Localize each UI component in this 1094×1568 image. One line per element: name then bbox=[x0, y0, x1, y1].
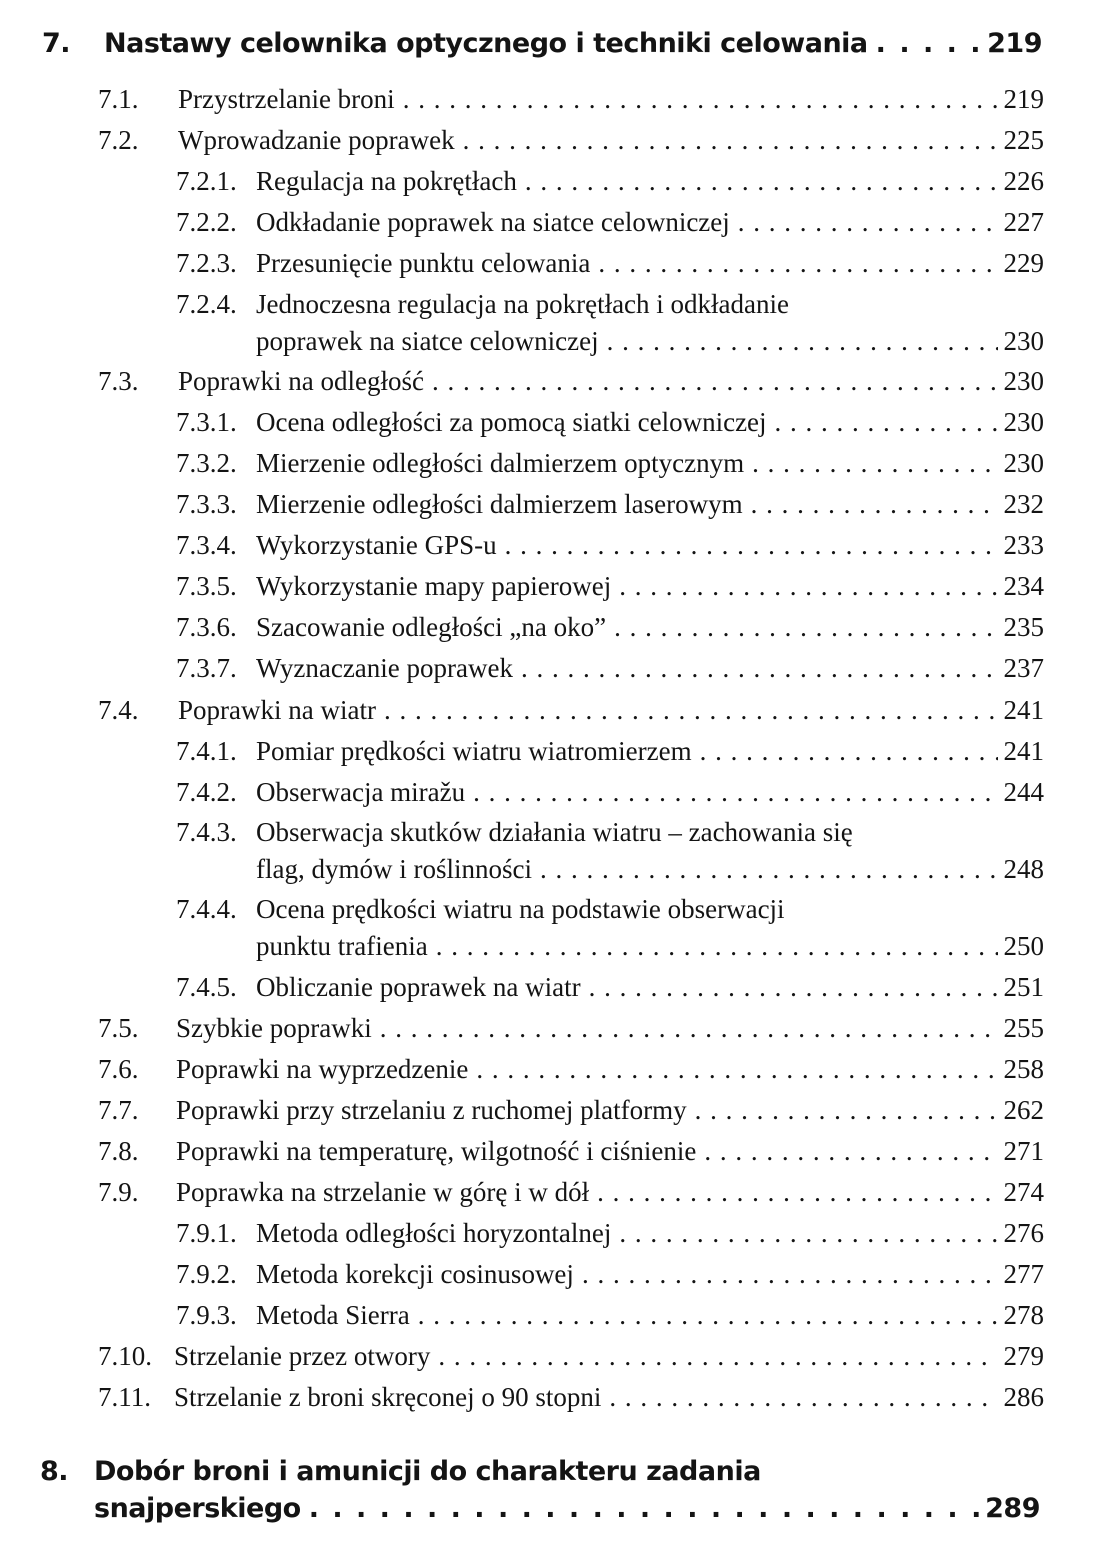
entry-title: Metoda odległości horyzontalnej bbox=[256, 1218, 612, 1248]
entry-title-line1: Ocena prędkości wiatru na podstawie obserwacji bbox=[256, 894, 785, 924]
toc-entry bbox=[176, 1300, 1044, 1331]
entry-number: 7.2.1. bbox=[176, 166, 237, 196]
chapter-number: 8. bbox=[40, 1456, 69, 1487]
entry-title: Wykorzystanie GPS-u bbox=[256, 530, 497, 560]
dot-leader bbox=[876, 28, 981, 59]
page-number: 237 bbox=[1003, 653, 1044, 683]
entry-title: Poprawki na wiatr bbox=[178, 695, 376, 725]
page-number: 274 bbox=[1003, 1177, 1044, 1207]
dot-leader bbox=[589, 972, 998, 1003]
page-number: 230 bbox=[1003, 326, 1044, 356]
dot-leader bbox=[505, 530, 998, 561]
entry-number: 7.9.1. bbox=[176, 1218, 237, 1248]
page-number: 230 bbox=[1003, 366, 1044, 396]
entry-title: Mierzenie odległości dalmierzem optycznym bbox=[256, 448, 745, 478]
entry-number: 7.6. bbox=[98, 1054, 139, 1084]
entry-title: Strzelanie przez otwory bbox=[174, 1341, 431, 1371]
dot-leader bbox=[521, 653, 998, 684]
entry-number: 7.4.3. bbox=[176, 817, 237, 847]
toc-entry bbox=[176, 817, 1044, 848]
entry-title-line2: poprawek na siatce celowniczej bbox=[256, 326, 599, 356]
entry-title: Poprawki na temperaturę, wilgotność i ciśnienie bbox=[176, 1136, 697, 1166]
entry-number: 7.2. bbox=[98, 125, 139, 155]
dot-leader bbox=[463, 125, 998, 156]
chapter-title-line1: Dobór broni i amunicji do charakteru zadania bbox=[94, 1456, 761, 1487]
dot-leader bbox=[607, 326, 998, 357]
entry-number: 7.8. bbox=[98, 1136, 139, 1166]
dot-leader bbox=[775, 407, 998, 438]
dot-leader bbox=[418, 1300, 998, 1331]
toc-entry bbox=[98, 1136, 1044, 1167]
toc-entry bbox=[176, 972, 1044, 1003]
entry-title: Odkładanie poprawek na siatce celowniczej bbox=[256, 207, 730, 237]
entry-number: 7.3.2. bbox=[176, 448, 237, 478]
page-number: 250 bbox=[1003, 931, 1044, 961]
toc-entry bbox=[176, 571, 1044, 602]
page-number: 289 bbox=[985, 1493, 1040, 1524]
page-number: 234 bbox=[1003, 571, 1044, 601]
dot-leader bbox=[597, 1177, 997, 1208]
toc-entry bbox=[176, 166, 1044, 197]
toc-entry-continuation bbox=[256, 931, 1044, 962]
entry-number: 7.2.4. bbox=[176, 289, 237, 319]
dot-leader bbox=[704, 1136, 997, 1167]
toc-entry bbox=[176, 248, 1044, 279]
entry-number: 7.3. bbox=[98, 366, 139, 396]
entry-title: Pomiar prędkości wiatru wiatromierzem bbox=[256, 736, 692, 766]
page-number: 271 bbox=[1003, 1136, 1044, 1166]
entry-title: Obliczanie poprawek na wiatr bbox=[256, 972, 581, 1002]
entry-title: Poprawki przy strzelaniu z ruchomej platformy bbox=[176, 1095, 687, 1125]
dot-leader bbox=[436, 931, 998, 962]
dot-leader bbox=[609, 1382, 997, 1413]
entry-title: Poprawki na wyprzedzenie bbox=[176, 1054, 469, 1084]
dot-leader bbox=[752, 448, 997, 479]
toc-entry bbox=[176, 777, 1044, 808]
page-number: 241 bbox=[1003, 736, 1044, 766]
entry-number: 7.11. bbox=[98, 1382, 151, 1412]
dot-leader bbox=[619, 571, 997, 602]
dot-leader bbox=[700, 736, 998, 767]
entry-title: Szybkie poprawki bbox=[176, 1013, 372, 1043]
toc-entry bbox=[98, 1382, 1044, 1413]
entry-number: 7.4.1. bbox=[176, 736, 237, 766]
entry-title: Przesunięcie punktu celowania bbox=[256, 248, 591, 278]
entry-title: Przystrzelanie broni bbox=[178, 84, 395, 114]
entry-number: 7.4.4. bbox=[176, 894, 237, 924]
toc-entry bbox=[176, 207, 1044, 238]
page-number: 230 bbox=[1003, 407, 1044, 437]
entry-title-line1: Obserwacja skutków działania wiatru – zachowania się bbox=[256, 817, 853, 847]
page-number: 286 bbox=[1003, 1382, 1044, 1412]
toc-entry bbox=[98, 695, 1044, 726]
toc-entry bbox=[98, 125, 1044, 156]
toc-entry-continuation bbox=[256, 854, 1044, 885]
page-number: 262 bbox=[1003, 1095, 1044, 1125]
entry-number: 7.3.7. bbox=[176, 653, 237, 683]
entry-number: 7.2.3. bbox=[176, 248, 237, 278]
page-number: 225 bbox=[1003, 125, 1044, 155]
entry-title: Szacowanie odległości „na oko” bbox=[256, 612, 607, 642]
entry-number: 7.3.5. bbox=[176, 571, 237, 601]
entry-number: 7.9.2. bbox=[176, 1259, 237, 1289]
toc-entry bbox=[176, 1218, 1044, 1249]
page-number: 244 bbox=[1003, 777, 1044, 807]
toc-entry bbox=[176, 653, 1044, 684]
entry-title: Mierzenie odległości dalmierzem laserowym bbox=[256, 489, 743, 519]
page-number: 277 bbox=[1003, 1259, 1044, 1289]
toc-entry bbox=[176, 530, 1044, 561]
page-number: 279 bbox=[1003, 1341, 1044, 1371]
dot-leader bbox=[384, 695, 998, 726]
page-number: 248 bbox=[1003, 854, 1044, 884]
dot-leader bbox=[309, 1493, 979, 1524]
dot-leader bbox=[403, 84, 998, 115]
dot-leader bbox=[473, 777, 997, 808]
entry-title: Obserwacja miražu bbox=[256, 777, 466, 807]
toc-entry bbox=[98, 1177, 1044, 1208]
page-number: 258 bbox=[1003, 1054, 1044, 1084]
dot-leader bbox=[614, 612, 997, 643]
dot-leader bbox=[540, 854, 998, 885]
toc-chapter-continuation bbox=[94, 1493, 1040, 1524]
dot-leader bbox=[380, 1013, 998, 1044]
entry-title: Wyznaczanie poprawek bbox=[256, 653, 513, 683]
page-number: 219 bbox=[1003, 84, 1044, 114]
entry-title-line2: punktu trafienia bbox=[256, 931, 428, 961]
toc-chapter bbox=[40, 1456, 1040, 1487]
entry-title: Wykorzystanie mapy papierowej bbox=[256, 571, 612, 601]
entry-title: Poprawka na strzelanie w górę i w dół bbox=[176, 1177, 590, 1207]
toc-chapter bbox=[42, 28, 1042, 59]
dot-leader bbox=[438, 1341, 997, 1372]
entry-number: 7.7. bbox=[98, 1095, 139, 1125]
toc-entry bbox=[98, 84, 1044, 115]
entry-number: 7.3.1. bbox=[176, 407, 237, 437]
entry-number: 7.3.3. bbox=[176, 489, 237, 519]
dot-leader bbox=[598, 248, 997, 279]
entry-number: 7.4.5. bbox=[176, 972, 237, 1002]
entry-number: 7.9. bbox=[98, 1177, 139, 1207]
page-number: 219 bbox=[987, 28, 1042, 59]
page-number: 235 bbox=[1003, 612, 1044, 642]
dot-leader bbox=[525, 166, 998, 197]
toc-entry bbox=[98, 1054, 1044, 1085]
entry-number: 7.5. bbox=[98, 1013, 139, 1043]
toc-entry bbox=[176, 489, 1044, 520]
entry-number: 7.3.4. bbox=[176, 530, 237, 560]
toc-entry bbox=[98, 1013, 1044, 1044]
dot-leader bbox=[695, 1095, 998, 1126]
page-number: 251 bbox=[1003, 972, 1044, 1002]
page-number: 255 bbox=[1003, 1013, 1044, 1043]
toc-entry bbox=[98, 1095, 1044, 1126]
page-number: 241 bbox=[1003, 695, 1044, 725]
dot-leader bbox=[619, 1218, 997, 1249]
entry-title: Metoda Sierra bbox=[256, 1300, 410, 1330]
entry-number: 7.10. bbox=[98, 1341, 152, 1371]
dot-leader bbox=[582, 1259, 998, 1290]
entry-title: Ocena odległości za pomocą siatki celowniczej bbox=[256, 407, 767, 437]
page-number: 230 bbox=[1003, 448, 1044, 478]
toc-entry bbox=[176, 736, 1044, 767]
page-number: 229 bbox=[1003, 248, 1044, 278]
entry-title: Regulacja na pokrętłach bbox=[256, 166, 517, 196]
entry-number: 7.4. bbox=[98, 695, 139, 725]
dot-leader bbox=[476, 1054, 997, 1085]
entry-title: Strzelanie z broni skręconej o 90 stopni bbox=[174, 1382, 602, 1412]
page-number: 226 bbox=[1003, 166, 1044, 196]
toc-entry bbox=[176, 289, 1044, 320]
chapter-title: Nastawy celownika optycznego i techniki celowania bbox=[104, 28, 868, 59]
toc-entry bbox=[176, 448, 1044, 479]
entry-title-line2: flag, dymów i roślinności bbox=[256, 854, 532, 884]
entry-title-line1: Jednoczesna regulacja na pokrętłach i odkładanie bbox=[256, 289, 789, 319]
entry-title: Wprowadzanie poprawek bbox=[178, 125, 455, 155]
toc-entry bbox=[176, 894, 1044, 925]
entry-number: 7.3.6. bbox=[176, 612, 237, 642]
page-number: 227 bbox=[1003, 207, 1044, 237]
entry-number: 7.2.2. bbox=[176, 207, 237, 237]
toc-entry bbox=[176, 407, 1044, 438]
toc-entry-continuation bbox=[256, 326, 1044, 357]
chapter-title-line2: snajperskiego bbox=[94, 1493, 301, 1524]
page-number: 278 bbox=[1003, 1300, 1044, 1330]
toc-entry bbox=[176, 1259, 1044, 1290]
dot-leader bbox=[738, 207, 998, 238]
page-number: 276 bbox=[1003, 1218, 1044, 1248]
entry-number: 7.9.3. bbox=[176, 1300, 237, 1330]
toc-entry bbox=[98, 366, 1044, 397]
chapter-number: 7. bbox=[42, 28, 71, 59]
page-number: 232 bbox=[1003, 489, 1044, 519]
toc-entry bbox=[98, 1341, 1044, 1372]
page-number: 233 bbox=[1003, 530, 1044, 560]
dot-leader bbox=[751, 489, 998, 520]
dot-leader bbox=[432, 366, 998, 397]
toc-entry bbox=[176, 612, 1044, 643]
entry-number: 7.1. bbox=[98, 84, 139, 114]
entry-number: 7.4.2. bbox=[176, 777, 237, 807]
entry-title: Poprawki na odległość bbox=[178, 366, 424, 396]
entry-title: Metoda korekcji cosinusowej bbox=[256, 1259, 574, 1289]
